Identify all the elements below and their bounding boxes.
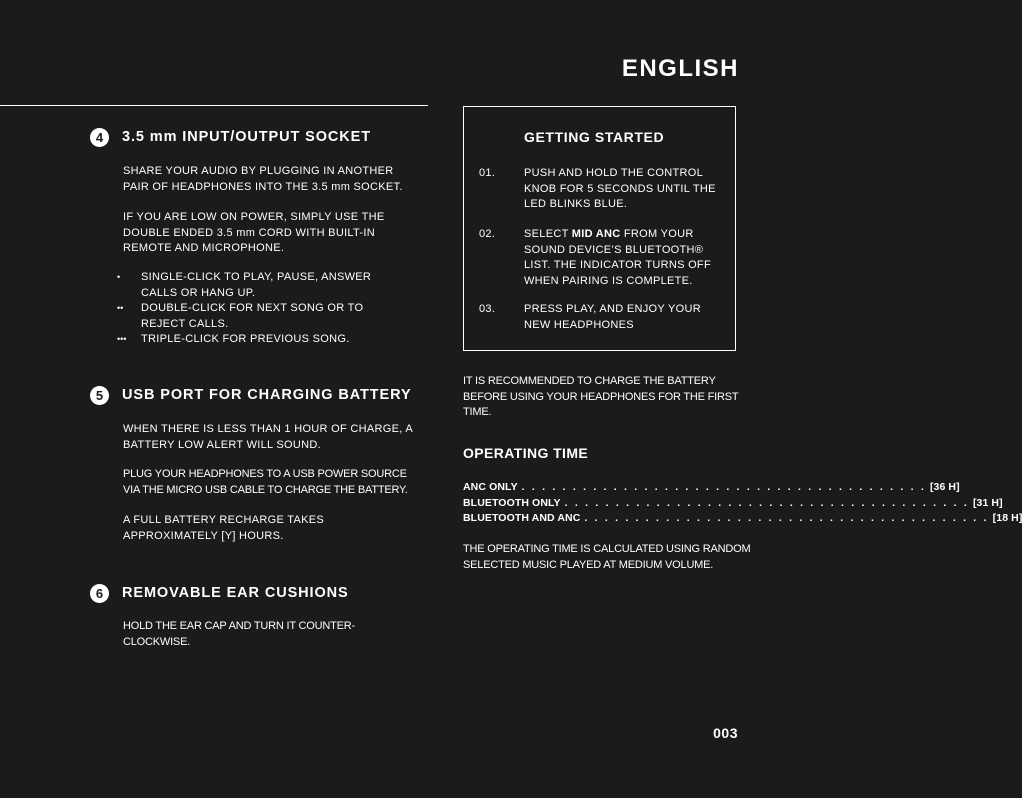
section-5-paragraph-2: PLUG YOUR HEADPHONES TO A USB POWER SOURCE VIA THE MICRO USB CABLE TO CHARGE THE BATTERY.: [123, 468, 408, 496]
list-item-text: TRIPLE-CLICK FOR PREVIOUS SONG.: [141, 333, 350, 345]
operating-time-list: [463, 480, 1022, 527]
getting-started-title: GETTING STARTED: [524, 129, 665, 145]
mode-label: BLUETOOTH AND ANC: [463, 512, 581, 524]
remote-click-list: [117, 270, 417, 348]
step-item: [479, 227, 729, 289]
operating-time-row: [463, 480, 960, 496]
section-number-badge: 5: [90, 386, 109, 405]
step-number: 03.: [479, 303, 496, 315]
dot-leader: . . . . . . . . . . . . . . . . . . . . . . . . . . . . . . . . . . . . . . . .: [521, 481, 926, 493]
step-text-prefix: SELECT: [524, 228, 572, 240]
triple-dot-icon: •••: [117, 334, 127, 344]
section-6-paragraph-1: HOLD THE EAR CAP AND TURN IT COUNTER-CLOCKWISE.: [123, 620, 355, 648]
hours-value: [36 H]: [929, 481, 960, 493]
top-divider: [0, 105, 428, 106]
step-text: PRESS PLAY, AND ENJOY YOUR NEW HEADPHONES: [524, 303, 701, 331]
step-text-suffix: FROM YOUR SOUND DEVICE’S BLUETOOTH® LIST. THE INDICATOR TURNS OFF WHEN PAIRING IS COMPLETE.: [524, 228, 711, 287]
step-item: [479, 166, 729, 213]
section-number-badge: 4: [90, 128, 109, 147]
list-item-text: DOUBLE-CLICK FOR NEXT SONG OR TO REJECT CALLS.: [141, 302, 364, 330]
section-number-badge: 6: [90, 584, 109, 603]
step-number: 01.: [479, 167, 496, 179]
section-6-heading: [90, 582, 349, 604]
section-title: REMOVABLE EAR CUSHIONS: [122, 585, 349, 601]
list-item: [117, 301, 417, 332]
list-item-text: SINGLE-CLICK TO PLAY, PAUSE, ANSWER CALLS OR HANG UP.: [141, 271, 372, 299]
section-5-paragraph-1: WHEN THERE IS LESS THAN 1 HOUR OF CHARGE, A BATTERY LOW ALERT WILL SOUND.: [123, 423, 413, 451]
section-5-heading: [90, 384, 412, 406]
getting-started-box: [463, 106, 736, 351]
single-dot-icon: •: [117, 272, 121, 282]
double-dot-icon: ••: [117, 303, 124, 313]
dot-leader: . . . . . . . . . . . . . . . . . . . . . . . . . . . . . . . . . . . . . . . .: [564, 496, 969, 509]
section-4-heading: [90, 126, 371, 148]
list-item: [117, 332, 417, 348]
list-item: [117, 270, 417, 301]
dot-leader: . . . . . . . . . . . . . . . . . . . . . . . . . . . . . . . . . . . . . . . .: [584, 512, 989, 524]
step-text: PUSH AND HOLD THE CONTROL KNOB FOR 5 SECONDS UNTIL THE LED BLINKS BLUE.: [524, 167, 716, 210]
step-number: 02.: [479, 228, 496, 240]
section-4-paragraph-2: IF YOU ARE LOW ON POWER, SIMPLY USE THE DOUBLE ENDED 3.5 mm CORD WITH BUILT-IN REMOTE AND MICROPHONE.: [123, 211, 385, 254]
language-heading: ENGLISH: [621, 55, 739, 82]
charge-recommendation: IT IS RECOMMENDED TO CHARGE THE BATTERY BEFORE USING YOUR HEADPHONES FOR THE FIRST TIME.: [463, 375, 739, 418]
section-title: USB PORT FOR CHARGING BATTERY: [122, 387, 412, 403]
hours-value: [31 H]: [972, 496, 1003, 509]
page-number: 003: [713, 725, 738, 741]
mode-label: ANC ONLY: [463, 481, 518, 493]
section-5-paragraph-3: A FULL BATTERY RECHARGE TAKES APPROXIMATELY [Y] HOURS.: [123, 514, 325, 542]
operating-time-note: THE OPERATING TIME IS CALCULATED USING RANDOM SELECTED MUSIC PLAYED AT MEDIUM VOLUME.: [463, 543, 751, 571]
mode-name: MID ANC: [571, 228, 621, 240]
operating-time-title: OPERATING TIME: [463, 445, 589, 461]
mode-label: BLUETOOTH ONLY: [463, 496, 561, 509]
section-title: 3.5 mm INPUT/OUTPUT SOCKET: [122, 129, 371, 145]
step-item: [479, 302, 729, 333]
operating-time-row: [463, 496, 1003, 512]
step-text: [524, 227, 719, 289]
operating-time-row: [463, 511, 1022, 527]
section-4-paragraph-1: SHARE YOUR AUDIO BY PLUGGING IN ANOTHER PAIR OF HEADPHONES INTO THE 3.5 mm SOCKET.: [123, 165, 403, 193]
hours-value: [18 H]: [992, 512, 1022, 524]
